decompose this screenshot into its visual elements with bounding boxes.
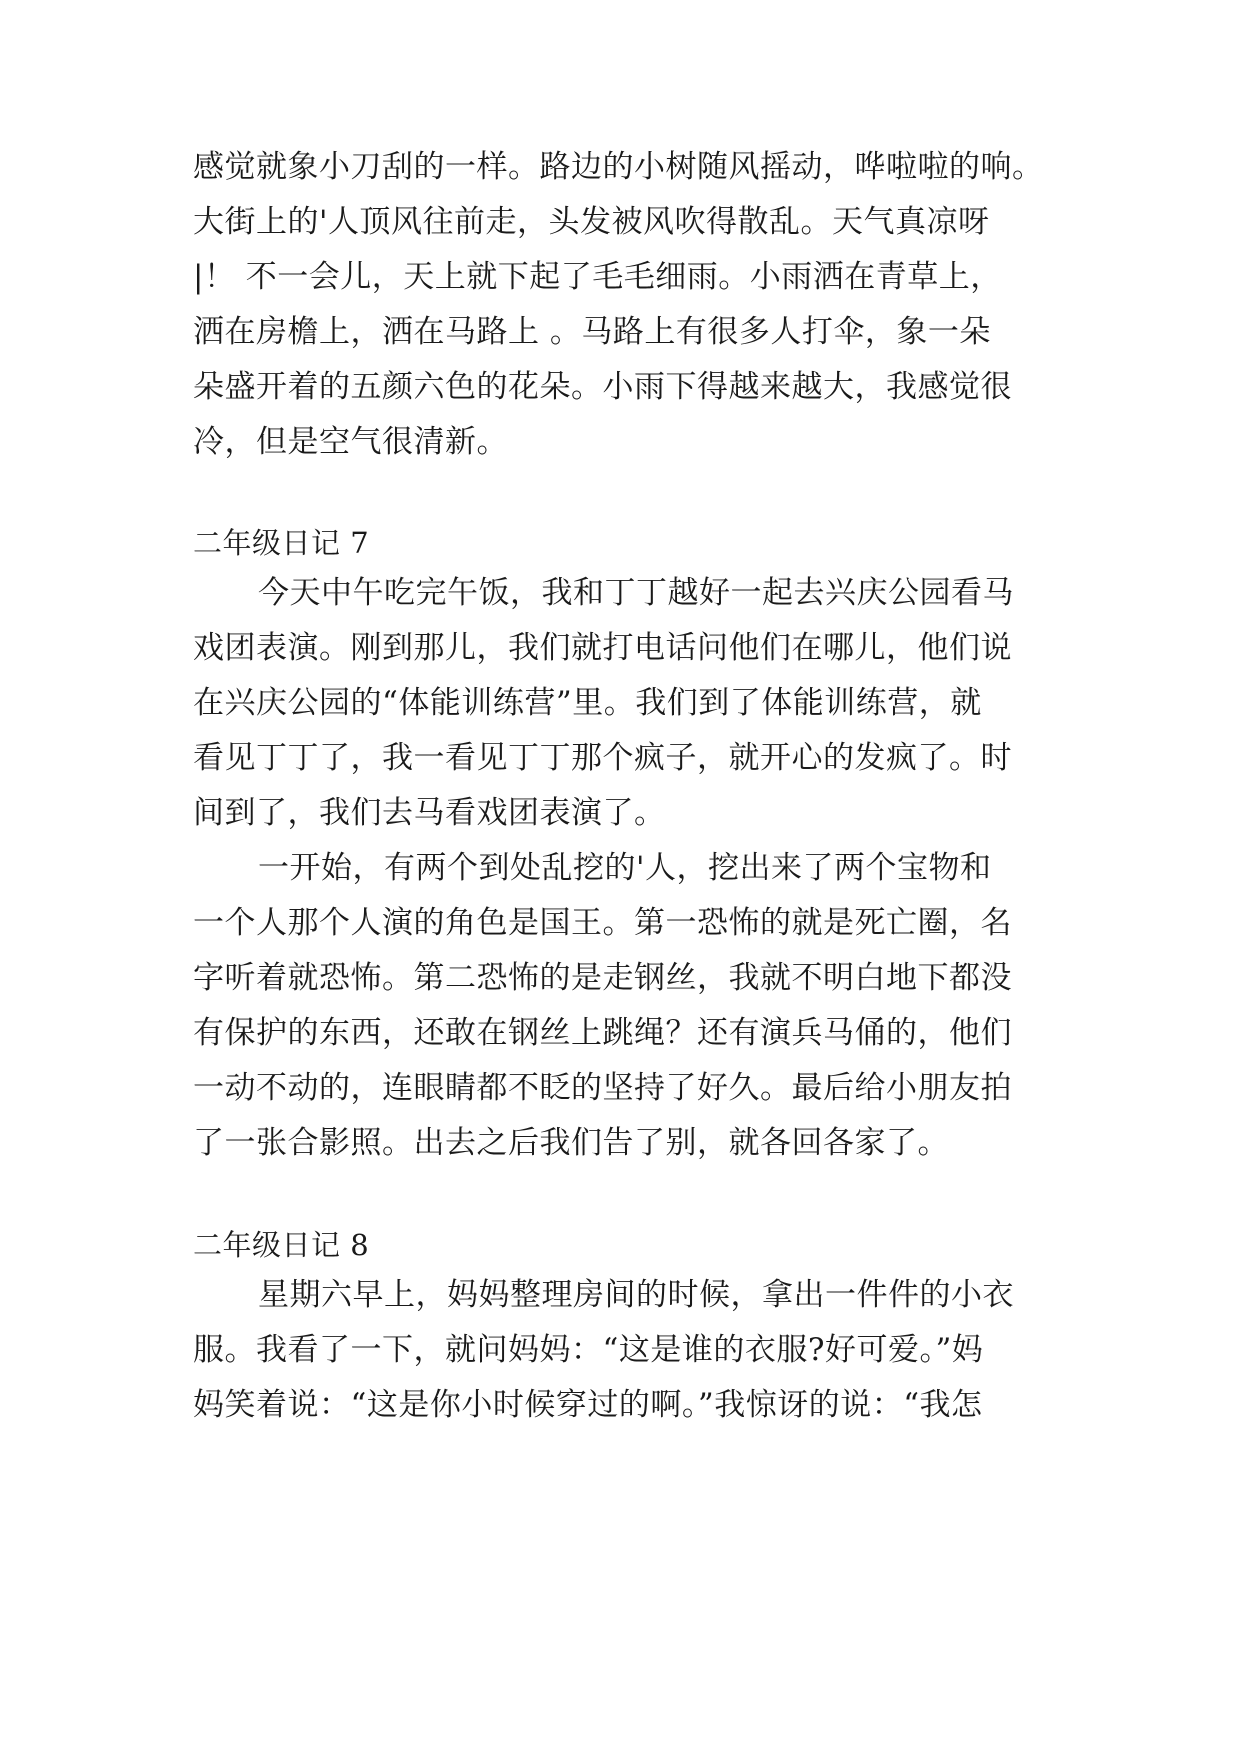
diary-heading: 二年级日记 8 xyxy=(193,1228,370,1262)
text-line: 戏团表演。刚到那儿，我们就打电话问他们在哪儿，他们说 xyxy=(193,630,1012,666)
text-line: 朵盛开着的五颜六色的花朵。小雨下得越来越大，我感觉很 xyxy=(193,369,1012,405)
text-line: 服。我看了一下，就问妈妈：“这是谁的衣服?好可爱。”妈 xyxy=(193,1332,984,1368)
text-line: 间到了，我们去马看戏团表演了。 xyxy=(193,795,666,831)
text-line: 一动不动的，连眼睛都不眨的坚持了好久。最后给小朋友拍 xyxy=(193,1070,1012,1106)
text-line: 在兴庆公园的“体能训练营”里。我们到了体能训练营，就 xyxy=(193,685,982,721)
text-line: 了一张合影照。出去之后我们告了别，就各回各家了。 xyxy=(193,1125,949,1161)
text-line: 星期六早上，妈妈整理房间的时候，拿出一件件的小衣 xyxy=(258,1277,1014,1313)
text-line: 冷，但是空气很清新。 xyxy=(193,424,508,460)
text-line: 一个人那个人演的角色是国王。第一恐怖的就是死亡圈，名 xyxy=(193,905,1012,941)
diary-heading: 二年级日记 7 xyxy=(193,526,370,560)
text-line: 妈笑着说：“这是你小时候穿过的啊。”我惊讶的说：“我怎 xyxy=(193,1387,983,1423)
text-line: |！ 不一会儿，天上就下起了毛毛细雨。小雨洒在青草上， xyxy=(193,259,1002,295)
text-line: 看见丁丁了，我一看见丁丁那个疯子，就开心的发疯了。时 xyxy=(193,740,1012,776)
text-line: 一开始，有两个到处乱挖的'人，挖出来了两个宝物和 xyxy=(258,850,992,886)
text-line: 感觉就象小刀刮的一样。路边的小树随风摇动，哗啦啦的响。 xyxy=(193,149,1044,185)
text-line: 大街上的'人顶风往前走，头发被风吹得散乱。天气真凉呀 xyxy=(193,204,990,240)
text-line: 洒在房檐上，洒在马路上 。马路上有很多人打伞，象一朵 xyxy=(193,314,991,350)
text-line: 字听着就恐怖。第二恐怖的是走钢丝，我就不明白地下都没 xyxy=(193,960,1012,996)
text-line: 有保护的东西，还敢在钢丝上跳绳？还有演兵马俑的，他们 xyxy=(193,1015,1012,1051)
text-line: 今天中午吃完午饭，我和丁丁越好一起去兴庆公园看马 xyxy=(258,575,1014,611)
